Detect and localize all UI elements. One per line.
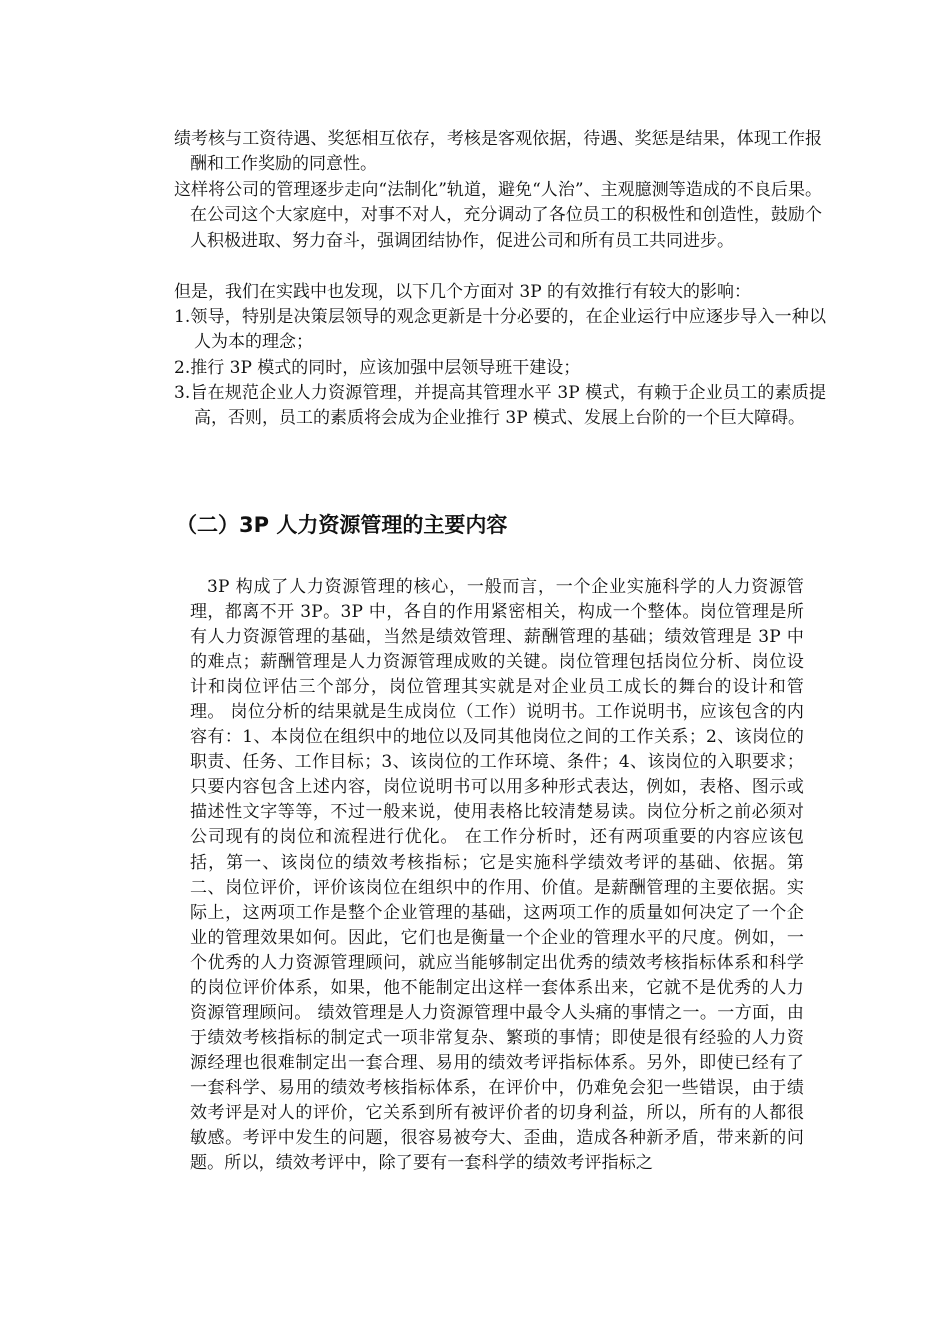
list-item-middle-management: 2.推行 3P 模式的同时，应该加强中层领导班干建设； [174,358,581,378]
list-item-leadership: 1.领导，特别是决策层领导的观念更新是十分必要的，在企业运行中应逐步导入一种以人为本的理念； [174,307,826,353]
paragraph-influences-intro: 但是，我们在实践中也发现，以下几个方面对 3P 的有效推行有较大的影响： [174,282,752,302]
list-item-employee-quality: 3.旨在规范企业人力资源管理，并提高其管理水平 3P 模式，有赖于企业员工的素质提高，否则，员工的素质将会成为企业推行 3P 模式、发展上台阶的一个巨大障碍。 [174,383,826,429]
paragraph-rule-of-law: 这样将公司的管理逐步走向“法制化”轨道，避免“人治”、主观臆测等造成的不良后果。在公司这个大家庭中，对事不对人，充分调动了各位员工的积极性和创造性，鼓励个人积极进取、努力奋斗，强调团结协作，促进公司和所有员工共同进步。 [174,180,822,251]
section-heading: （二）3P 人力资源管理的主要内容 [176,513,508,537]
paragraph-continuation: 绩考核与工资待遇、奖惩相互依存，考核是客观依据，待遇、奖惩是结果，体现工作报酬和工作奖励的同意性。 [174,129,822,175]
section-body: 3P 构成了人力资源管理的核心，一般而言，一个企业实施科学的人力资源管理，都离不开 3P。3P 中，各自的作用紧密相关，构成一个整体。岗位管理是所有人力资源管理的基础，当然是绩效管理、薪酬管理的基础；绩效管理是 3P 中的难点；薪酬管理是人力资源管理成败的关键。岗位管理包括岗位分析、岗位设计和岗位评估三个部分，岗位管理其实就是对企业员工成长的舞台的设计和管理。 岗位分析的结果就是生成岗位（工作）说明书。工作说明书，应该包含的内容有：1、本岗位在组织中的地位以及同其他岗位之间的工作关系；2、该岗位的职责、任务、工作目标；3、该岗位的工作环境、条件；4、该岗位的入职要求；只要内容包含上述内容，岗位说明书可以用多种形式表达，例如，表格、图示或描述性文字等等，不过一般来说，使用表格比较清楚易读。岗位分析之前必须对公司现有的岗位和流程进行优化。 在工作分析时，还有两项重要的内容应该包括，第一、该岗位的绩效考核指标；它是实施科学绩效考评的基础、依据。第二、岗位评价，评价该岗位在组织中的作用、价值。是薪酬管理的主要依据。实际上，这两项工作是整个企业管理的基础，这两项工作的质量如何决定了一个企业的管理效果如何。因此，它们也是衡量一个企业的管理水平的尺度。例如，一个优秀的人力资源管理顾问，就应当能够制定出优秀的绩效考核指标体系和科学的岗位评价体系，如果，他不能制定出这样一套体系出来，它就不是优秀的人力资源管理顾问。 绩效管理是人力资源管理中最令人头痛的事情之一。一方面，由于绩效考核指标的制定式一项非常复杂、繁琐的事情；即使是很有经验的人力资源经理也很难制定出一套合理、易用的绩效考评指标体系。另外，即使已经有了一套科学、易用的绩效考核指标体系，在评价中，仍难免会犯一些错误，由于绩效考评是对人的评价，它关系到所有被评价者的切身利益，所以，所有的人都很敏感。考评中发生的问题，很容易被夸大、歪曲，造成各种新矛盾，带来新的问题。所以，绩效考评中，除了要有一套科学的绩效考评指标之 [190,577,804,1174]
